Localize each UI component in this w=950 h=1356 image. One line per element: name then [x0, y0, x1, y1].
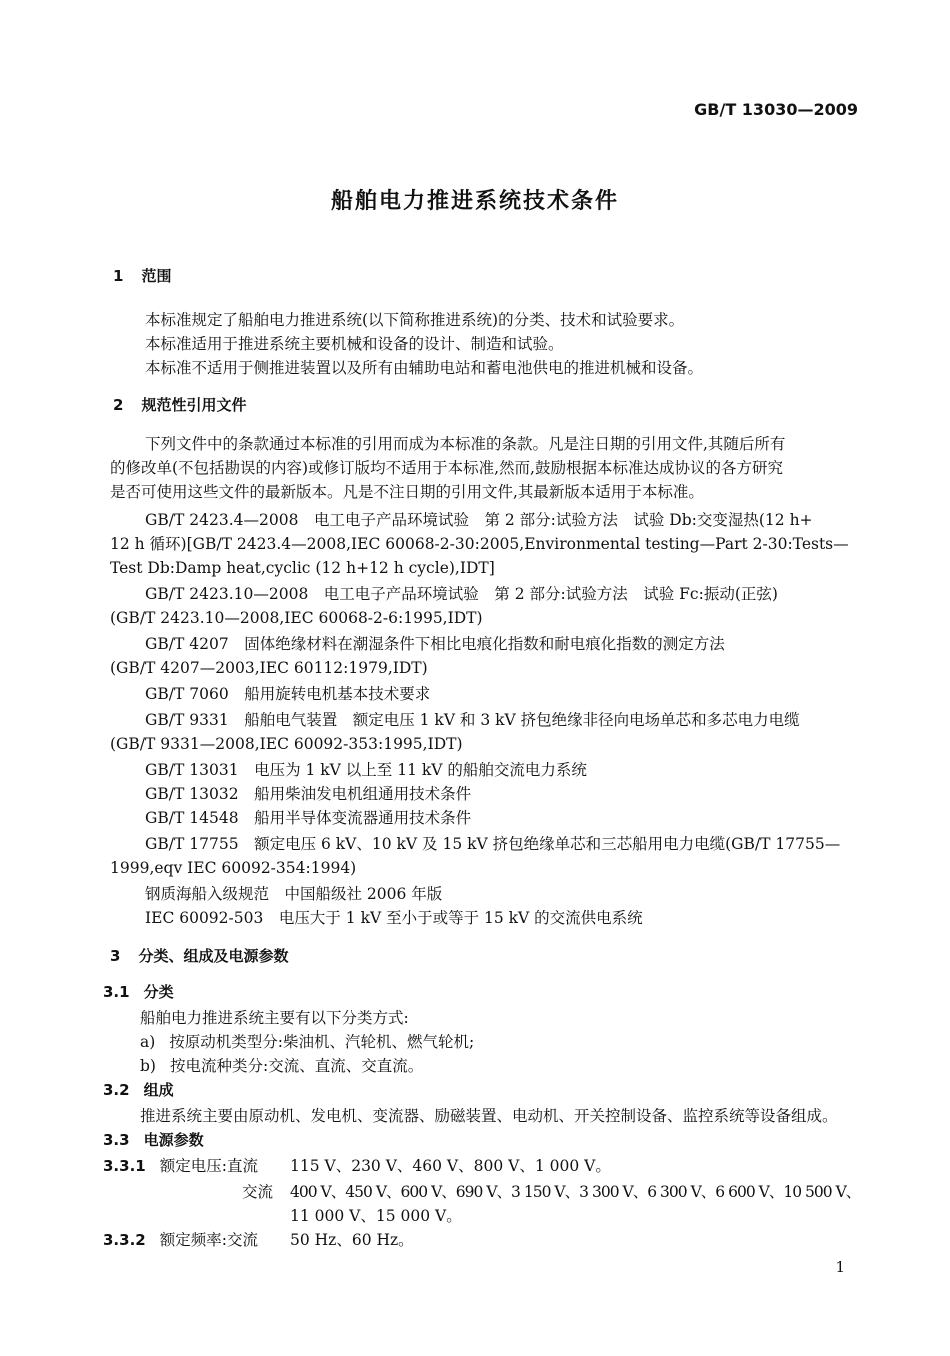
reference-entry: 12 h 循环)[GB/T 2423.4—2008,IEC 60068-2-30:2005,Environmental testing—Part 2-30:Tests—	[110, 535, 849, 553]
subsection-number: 3.3	[103, 1131, 130, 1149]
list-text: 按电流种类分:交流、直流、交直流。	[169, 1057, 424, 1075]
reference-entry: GB/T 7060 船用旋转电机基本技术要求	[145, 685, 431, 703]
document-title: 船舶电力推进系统技术条件	[330, 189, 619, 214]
paragraph: 本标准规定了船舶电力推进系统(以下简称推进系统)的分类、技术和试验要求。	[145, 311, 685, 329]
clause-number: 3.3.2	[103, 1231, 146, 1249]
section-number: 3	[110, 947, 121, 965]
reference-entry: GB/T 13031 电压为 1 kV 以上至 11 kV 的船舶交流电力系统	[145, 761, 587, 779]
ac-voltage-values: 400 V、450 V、600 V、690 V、3 150 V、3 300 V、6 300 V、6 600 V、10 500 V、	[290, 1183, 861, 1201]
section-3-heading	[110, 946, 288, 966]
reference-entry: GB/T 2423.4—2008 电工电子产品环境试验 第 2 部分:试验方法 试验 Db:交变湿热(12 h+	[145, 511, 813, 529]
subsection-number: 3.1	[103, 983, 130, 1001]
subsection-3-3-heading	[103, 1130, 204, 1150]
list-item	[140, 1056, 423, 1076]
reference-entry: (GB/T 9331—2008,IEC 60092-353:1995,IDT)	[110, 735, 463, 753]
dc-voltage-values: 115 V、230 V、460 V、800 V、1 000 V。	[290, 1157, 611, 1175]
paragraph: 推进系统主要由原动机、发电机、变流器、励磁装置、电动机、开关控制设备、监控系统等设备组成。	[140, 1107, 838, 1125]
section-title: 规范性引用文件	[141, 396, 247, 414]
page-number: 1	[835, 1258, 845, 1276]
reference-entry: Test Db:Damp heat,cyclic (12 h+12 h cycle),IDT]	[110, 559, 495, 577]
paragraph: 船舶电力推进系统主要有以下分类方式:	[140, 1009, 409, 1027]
section-title: 范围	[141, 267, 172, 285]
section-title: 分类、组成及电源参数	[138, 947, 289, 965]
reference-entry: 钢质海船入级规范 中国船级社 2006 年版	[145, 885, 443, 903]
ac-label: 交流	[242, 1183, 274, 1201]
paragraph: 是否可使用这些文件的最新版本。凡是不注日期的引用文件,其最新版本适用于本标准。	[110, 483, 704, 501]
subsection-title: 分类	[143, 983, 174, 1001]
reference-entry: GB/T 4207 固体绝缘材料在潮湿条件下相比电痕化指数和耐电痕化指数的测定方法	[145, 635, 725, 653]
paragraph: 的修改单(不包括勘误的内容)或修订版均不适用于本标准,然而,鼓励根据本标准达成协议的各方研究	[110, 459, 783, 477]
standard-number: GB/T 13030—2009	[694, 100, 858, 119]
frequency-values: 50 Hz、60 Hz。	[290, 1231, 414, 1249]
reference-entry: 1999,eqv IEC 60092-354:1994)	[110, 859, 357, 877]
list-item	[140, 1032, 474, 1052]
paragraph: 下列文件中的条款通过本标准的引用而成为本标准的条款。凡是注日期的引用文件,其随后所有	[145, 435, 786, 453]
clause-3-3-1	[103, 1156, 258, 1176]
section-1-heading	[113, 266, 171, 286]
subsection-3-1-heading	[103, 982, 174, 1002]
reference-entry: IEC 60092-503 电压大于 1 kV 至小于或等于 15 kV 的交流供电系统	[145, 909, 643, 927]
clause-label: 额定频率:交流	[159, 1231, 258, 1249]
reference-entry: (GB/T 2423.10—2008,IEC 60068-2-6:1995,IDT)	[110, 609, 483, 627]
list-marker: a)	[140, 1033, 156, 1051]
reference-entry: GB/T 9331 船舶电气装置 额定电压 1 kV 和 3 kV 挤包绝缘非径向电场单芯和多芯电力电缆	[145, 711, 800, 729]
section-2-heading	[113, 395, 246, 415]
reference-entry: (GB/T 4207—2003,IEC 60112:1979,IDT)	[110, 659, 428, 677]
reference-entry: GB/T 14548 船用半导体变流器通用技术条件	[145, 809, 472, 827]
list-text: 按原动机类型分:柴油机、汽轮机、燃气轮机;	[169, 1033, 475, 1051]
list-marker: b)	[140, 1057, 156, 1075]
clause-label: 额定电压:直流	[159, 1157, 258, 1175]
ac-voltage-values-cont: 11 000 V、15 000 V。	[290, 1207, 462, 1225]
subsection-title: 电源参数	[143, 1131, 204, 1149]
section-number: 1	[113, 267, 124, 285]
paragraph: 本标准不适用于侧推进装置以及所有由辅助电站和蓄电池供电的推进机械和设备。	[145, 359, 704, 377]
reference-entry: GB/T 17755 额定电压 6 kV、10 kV 及 15 kV 挤包绝缘单芯和三芯船用电力电缆(GB/T 17755—	[145, 835, 841, 853]
reference-entry: GB/T 2423.10—2008 电工电子产品环境试验 第 2 部分:试验方法 试验 Fc:振动(正弦)	[145, 585, 778, 603]
paragraph: 本标准适用于推进系统主要机械和设备的设计、制造和试验。	[145, 335, 564, 353]
section-number: 2	[113, 396, 124, 414]
subsection-3-2-heading	[103, 1080, 174, 1100]
reference-entry: GB/T 13032 船用柴油发电机组通用技术条件	[145, 785, 472, 803]
subsection-title: 组成	[143, 1081, 174, 1099]
subsection-number: 3.2	[103, 1081, 130, 1099]
clause-3-3-2	[103, 1230, 258, 1250]
clause-number: 3.3.1	[103, 1157, 146, 1175]
